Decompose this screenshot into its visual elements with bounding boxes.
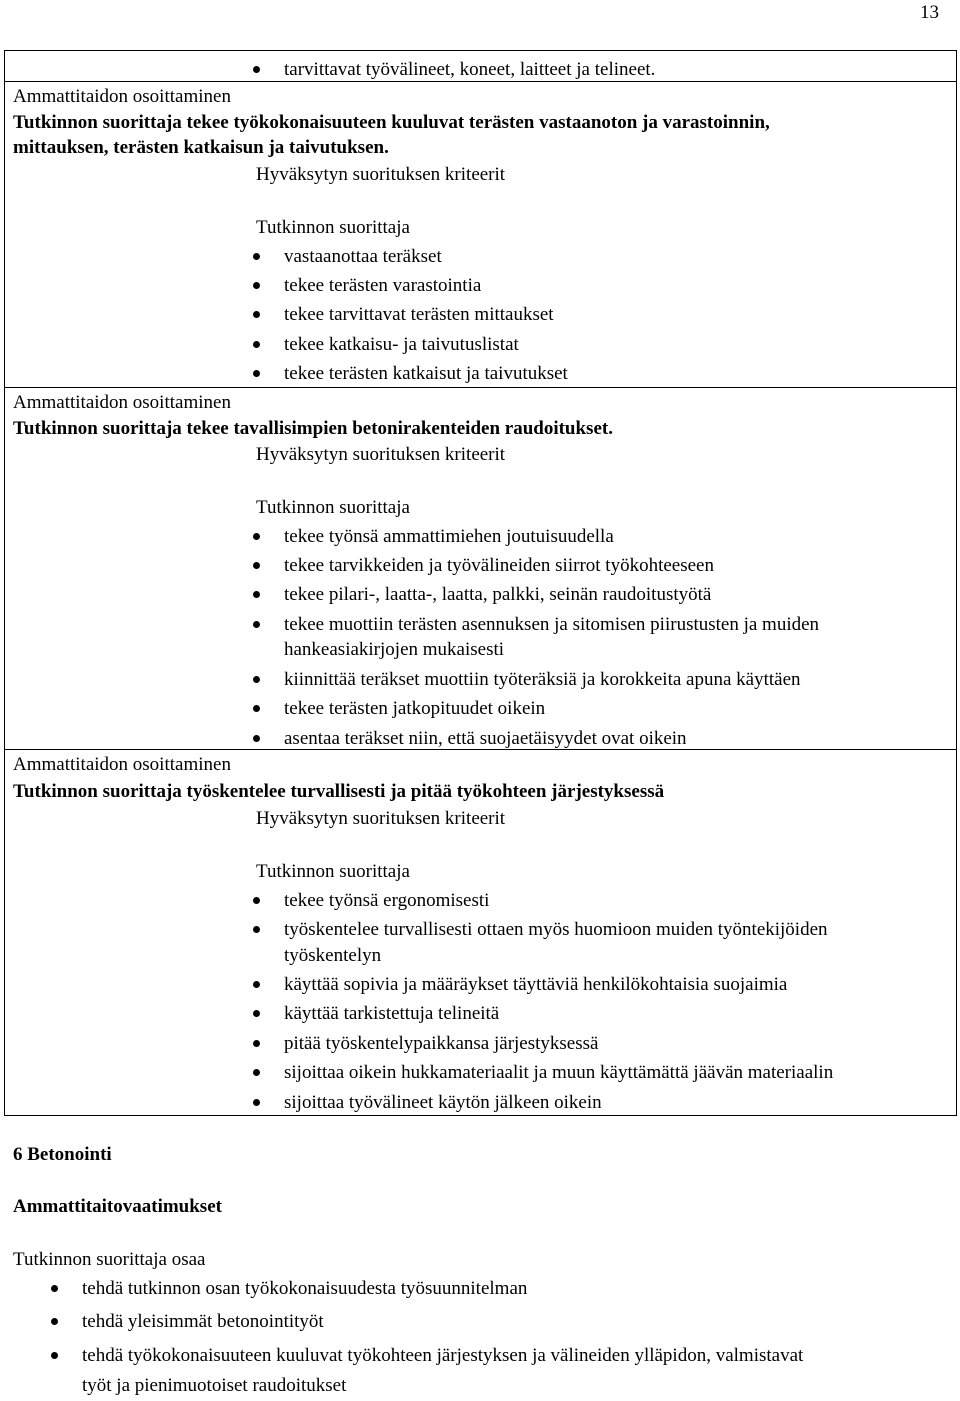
- list-item-continuation: työskentelyn: [284, 945, 382, 966]
- list-item: tekee terästen jatkopituudet oikein: [284, 694, 960, 723]
- criteria-heading: Hyväksytyn suorituksen kriteerit: [256, 164, 506, 185]
- list-item: sijoittaa oikein hukkamateriaalit ja muun käyttämättä jäävän materiaalin: [284, 1058, 960, 1087]
- list-item: tehdä tutkinnon osan työkokonaisuudesta työsuunnitelman: [82, 1274, 782, 1303]
- page-number: 13: [920, 2, 939, 23]
- subject-label: Tutkinnon suorittaja: [256, 217, 410, 238]
- subsection-heading: Ammattitaitovaatimukset: [13, 1196, 222, 1217]
- list-item: tekee muottiin terästen asennuksen ja sitomisen piirustusten ja muiden: [284, 610, 960, 639]
- list-item: käyttää sopivia ja määräykset täyttäviä henkilökohtaisia suojaimia: [284, 970, 960, 999]
- list-item: tekee tarvikkeiden ja työvälineiden siirrot työkohteeseen: [284, 551, 960, 580]
- intro-text: Tutkinnon suorittaja osaa: [13, 1249, 206, 1270]
- list-item: työskentelee turvallisesti ottaen myös huomioon muiden työntekijöiden: [284, 915, 960, 944]
- list-item: tekee työnsä ergonomisesti: [284, 886, 960, 915]
- list-item: käyttää tarkistettuja telineitä: [284, 999, 960, 1028]
- list-item: sijoittaa työvälineet käytön jälkeen oikein: [284, 1088, 960, 1117]
- list-item: asentaa teräkset niin, että suojaetäisyydet ovat oikein: [284, 724, 960, 753]
- section-title: Tutkinnon suorittaja tekee tavallisimpien betonirakenteiden raudoitukset.: [13, 418, 613, 439]
- list-item: tekee terästen katkaisut ja taivutukset: [284, 359, 960, 388]
- list-item-continuation: työt ja pienimuotoiset raudoitukset: [82, 1375, 347, 1396]
- list-item: pitää työskentelypaikkansa järjestyksessä: [284, 1029, 960, 1058]
- list-item: tekee tarvittavat terästen mittaukset: [284, 300, 960, 329]
- criteria-heading: Hyväksytyn suorituksen kriteerit: [256, 444, 506, 465]
- section-label: Ammattitaidon osoittaminen: [13, 392, 231, 413]
- list-item: tekee terästen varastointia: [284, 271, 960, 300]
- section-heading: 6 Betonointi: [13, 1144, 112, 1165]
- list-item: tekee työnsä ammattimiehen joutuisuudella: [284, 522, 960, 551]
- list-item: tehdä työkokonaisuuteen kuuluvat työkohteen järjestyksen ja välineiden ylläpidon, valmistavat: [82, 1341, 942, 1370]
- section-title: mittauksen, terästen katkaisun ja taivutuksen.: [13, 137, 389, 158]
- list-item: kiinnittää teräkset muottiin työteräksiä ja korokkeita apuna käyttäen: [284, 665, 960, 694]
- section-title: Tutkinnon suorittaja työskentelee turvallisesti ja pitää työkohteen järjestyksessä: [13, 781, 665, 802]
- list-item: tehdä yleisimmät betonointityöt: [82, 1307, 782, 1336]
- subject-label: Tutkinnon suorittaja: [256, 497, 410, 518]
- list-item: tekee katkaisu- ja taivutuslistat: [284, 330, 960, 359]
- list-item: tekee pilari-, laatta-, laatta, palkki, seinän raudoitustyötä: [284, 580, 960, 609]
- criteria-heading: Hyväksytyn suorituksen kriteerit: [256, 808, 506, 829]
- list-item-continuation: hankeasiakirjojen mukaisesti: [284, 639, 505, 660]
- list-item: vastaanottaa teräkset: [284, 242, 960, 271]
- section-label: Ammattitaidon osoittaminen: [13, 754, 231, 775]
- list-item: tarvittavat työvälineet, koneet, laitteet ja telineet.: [284, 55, 960, 84]
- section-title: Tutkinnon suorittaja tekee työkokonaisuuteen kuuluvat terästen vastaanoton ja varastoinnin,: [13, 112, 770, 133]
- section-label: Ammattitaidon osoittaminen: [13, 86, 231, 107]
- subject-label: Tutkinnon suorittaja: [256, 861, 410, 882]
